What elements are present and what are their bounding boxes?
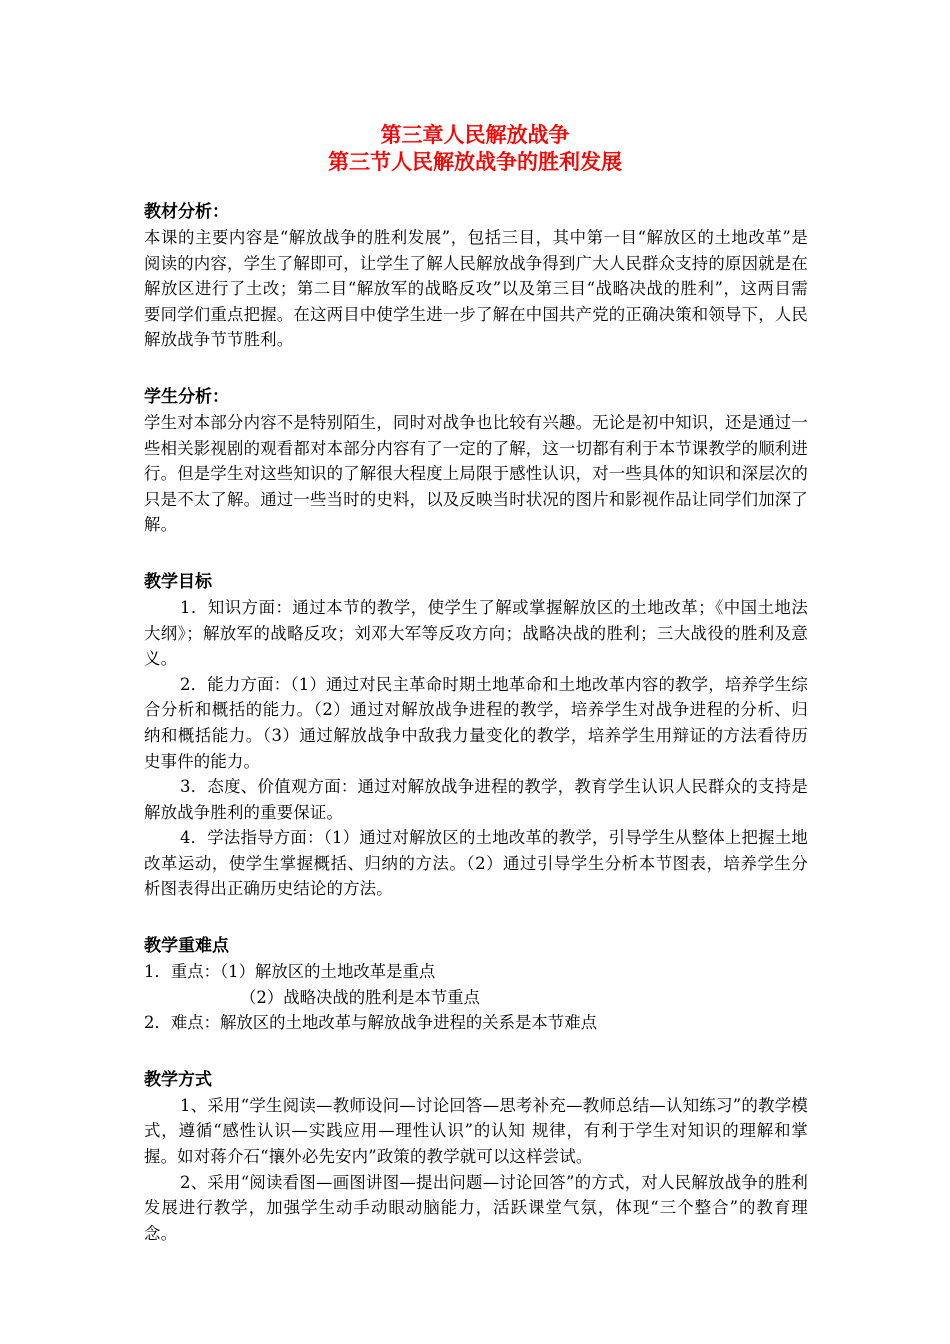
students-text: 学生对本部分内容不是特别陌生，同时对战争也比较有兴趣。无论是初中知识，还是通过一些相关影视剧的观看都对本部分内容有了一定的了解，这一切都有利于本节课教学的顺利进行。但是学生对这些知识的了解很大程度上局限于感性认识，对一些具体的知识和深层次的只是不太了解。通过一些当时的史料，以及反映当时状况的图片和影视作品让同学们加深了解。 bbox=[144, 412, 808, 535]
goal-item: 3．态度、价值观方面：通过对解放战争进程的教学，教育学生认识人民群众的支持是解放战争胜利的重要保证。 bbox=[144, 777, 808, 822]
section-students bbox=[144, 385, 808, 538]
section-methods bbox=[144, 1068, 808, 1247]
students-heading: 学生分析： bbox=[144, 386, 229, 407]
section-title: 第三节人民解放战争的胜利发展 bbox=[328, 150, 622, 174]
keypoint-line: （2）战略决战的胜利是本节重点 bbox=[240, 987, 480, 1007]
materials-heading: 教材分析： bbox=[144, 202, 229, 222]
section-goals bbox=[144, 570, 808, 902]
methods-heading: 教学方式 bbox=[144, 1069, 212, 1090]
goal-item: 1．知识方面：通过本节的教学，使学生了解或掌握解放区的土地改革；《中国土地法大纲》；解放军的战略反攻；刘邓大军等反攻方向；战略决战的胜利；三大战役的胜利及意义。 bbox=[144, 597, 808, 669]
method-item: 2、采用“阅读看图—画图讲图—提出问题—讨论回答”的方式，对人民解放战争的胜利发展进行教学，加强学生动手动眼动脑能力，活跃课堂气氛，体现“三个整合”的教育理念。 bbox=[144, 1172, 808, 1243]
keypoint-line: 2．难点：解放区的土地改革与解放战争进程的关系是本节难点 bbox=[144, 1013, 597, 1033]
goal-item: 4．学法指导方面：（1）通过对解放区的土地改革的教学，引导学生从整体上把握土地改革运动，使学生掌握概括、归纳的方法。（2）通过引导学生分析本节图表，培养学生分析图表得出正确历史结论的方法。 bbox=[144, 828, 808, 899]
method-item: 1、采用“学生阅读—教师设问—讨论回答—思考补充—教师总结—认知练习”的教学模式，遵循“感性认识—实践应用—理性认识”的认知 规律，有利于学生对知识的理解和掌握。如对蒋介石“攘外必先安内”政策的教学就可以这样尝试。 bbox=[144, 1095, 808, 1167]
materials-text: 本课的主要内容是“解放战争的胜利发展”，包括三目，其中第一目“解放区的土地改革”是阅读的内容，学生了解即可，让学生了解人民解放战争得到广大人民群众支持的原因就是在解放区进行了土改；第二目“解放军的战略反攻”以及第三目“战略决战的胜利”，这两目需要同学们重点把握。在这两目中使学生进一步了解在中国共产党的正确决策和领导下，人民解放战争节节胜利。 bbox=[144, 228, 808, 350]
document-body bbox=[144, 200, 808, 1278]
section-keypoints bbox=[144, 934, 808, 1036]
title-block bbox=[0, 122, 950, 176]
keypoints-heading: 教学重难点 bbox=[144, 936, 229, 957]
goal-item: 2．能力方面：（1）通过对民主革命时期土地革命和土地改革内容的教学，培养学生综合分析和概括的能力。（2）通过对解放战争进程的教学，培养学生对战争进程的分析、归纳和概括能力。（3）通过解放战争中敌我力量变化的教学，培养学生用辩证的方法看待历史事件的能力。 bbox=[144, 674, 808, 771]
chapter-title: 第三章人民解放战争 bbox=[380, 123, 570, 147]
section-materials bbox=[144, 200, 808, 353]
goals-heading: 教学目标 bbox=[144, 571, 212, 592]
keypoint-line: 1．重点：（1）解放区的土地改革是重点 bbox=[144, 962, 436, 982]
